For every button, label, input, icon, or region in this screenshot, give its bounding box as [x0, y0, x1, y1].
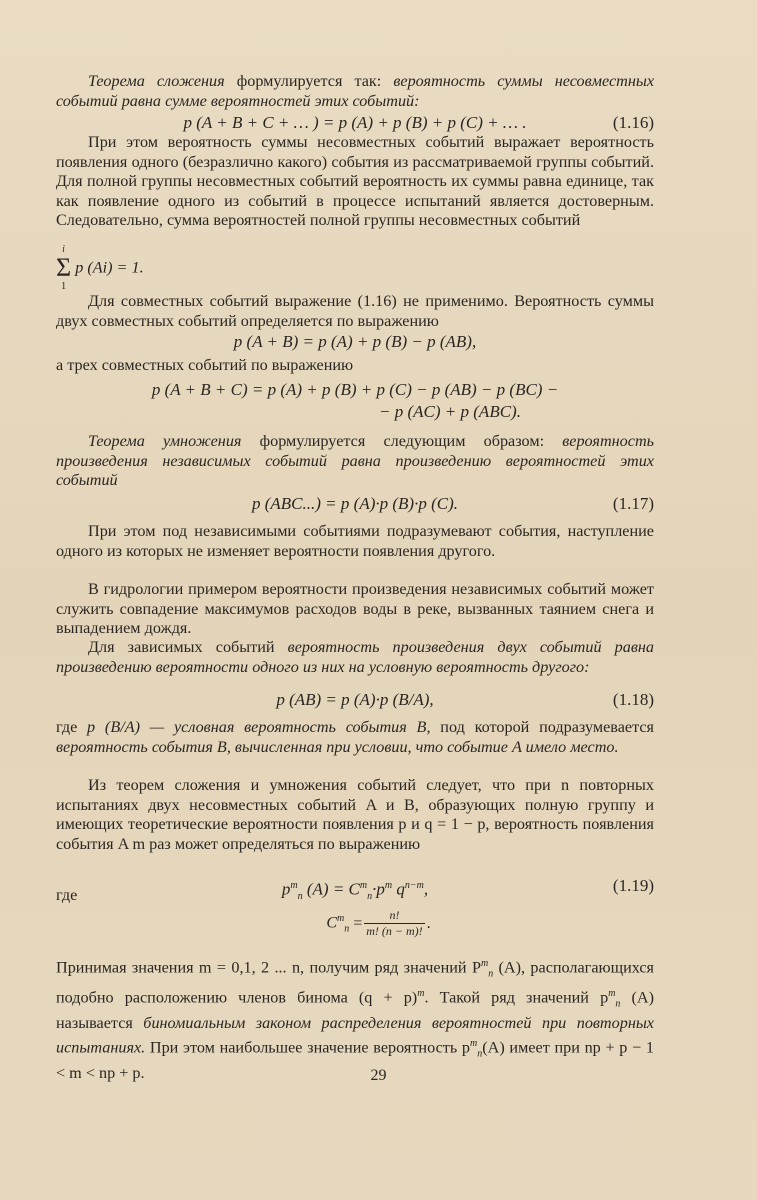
sigma-symbol: Σ [56, 253, 72, 282]
paragraph-hydrology-example: В гидрологии примером вероятности произведения независимых событий может служить совпадение максимумов расходов воды в реке, вызванных таянием снега и выпадением дождя. [56, 580, 654, 638]
equation-1-19: $p^m_n$ $(A) = C^m_n\cdot p^m$ $q^{n-m}$, (1.19) [281, 876, 654, 903]
term-multiplication-theorem: Теорема умножения [88, 432, 242, 450]
where-label: где [56, 886, 78, 904]
equation-number: (1.19) [612, 876, 654, 895]
fraction-numerator: n! [364, 908, 424, 924]
paragraph-three-events: а трех совместных событий по выражению [56, 356, 354, 374]
paragraph-addition-theorem: Теорема сложения формулируется так: вероятность суммы несовместных событий равна сумме вероятностей этих событий: [56, 72, 655, 110]
paragraph-conditional-probability: где p (B/A) — условная вероятность события B, под которой подразумевается вероятность события B, вычисленная при условии, что событие A имело место. [56, 718, 654, 756]
equation-number: (1.17) [612, 494, 654, 513]
page-number: 29 [370, 1067, 387, 1084]
equation-number: (1.16) [612, 113, 654, 132]
paragraph-independent-events: При этом под независимыми событиями подразумевают события, наступление одного из которых не изменяет вероятности появления другого. [56, 522, 654, 560]
paragraph-binomial-law: Принимая значения m = 0,1, 2 ... n, получим ряд значений $P^m_n$ (A), располагающихся подобно расположению членов бинома $(q + p)^m$. Такой ряд значений $p^m_n$ (A) называется биномиальным законом распределения вероятностей при повторных испытаниях. При этом наибольшее значение вероятность $p^m_n(A)$ имеет при np + p − 1 < m < np + p. [56, 958, 655, 1083]
paragraph-repeated-trials: Из теорем сложения и умножения событий следует, что при n повторных испытаниях двух несовместных событий A и B, образующих полную группу и имеющих теоретические вероятности появления p и q = 1 − p, вероятность появления события A m раз может определяться по выражению [56, 776, 654, 853]
equation-a-plus-b: p (A + B) = p (A) + p (B) − p (AB), [233, 332, 477, 351]
fraction-denominator: m! (n − m)! [366, 924, 423, 938]
addition-statement: вероятность суммы несовместных событий равна сумме вероятностей этих событий: [56, 72, 655, 110]
paragraph-multiplication-theorem: Теорема умножения формулируется следующим образом: вероятность произведения независимых событий равна произведению вероятностей этих событий [56, 432, 655, 490]
equation-a-b-c-line2: − p (AC) + p (ABC). [379, 402, 521, 421]
paragraph-joint-events: Для совместных событий выражение (1.16) не применимо. Вероятность суммы двух совместных событий определяется по выражению [56, 292, 654, 330]
paragraph-dependent-events: Для зависимых событий вероятность произведения двух событий равна произведению вероятности одного из них на условную вероятность другого: [56, 638, 654, 676]
term-addition-theorem: Теорема сложения [88, 72, 225, 90]
equation-1-18: p (AB) = p (A)·p (B/A), (1.18) [276, 690, 654, 709]
binomial-coefficient-formula: $C^m_n$ = n! . m! (n − m)! [326, 908, 431, 938]
equation-number: (1.18) [612, 690, 654, 709]
equation-a-b-c-line1: p (A + B + C) = p (A) + p (B) + p (C) − p (AB) − p (BC) − [151, 380, 559, 399]
equation-1-17: p (ABC...) = p (A)·p (B)·p (C). (1.17) [252, 494, 654, 513]
equation-1-16: p (A + B + C + … ) = p (A) + p (B) + p (C) + … . (1.16) [183, 113, 654, 132]
sum-formula: i Σ 1 p (Ai) = 1. [56, 244, 144, 292]
paragraph-sum-meaning: При этом вероятность суммы несовместных событий выражает вероятность появления одного (безразлично какого) события из рассматриваемой группы событий. Для полной группы несовместных событий вероятность их суммы равна единице, так как появление одного из событий в процессе испытаний является достоверным. Следовательно, сумма вероятностей полной группы несовместных событий [56, 133, 654, 230]
